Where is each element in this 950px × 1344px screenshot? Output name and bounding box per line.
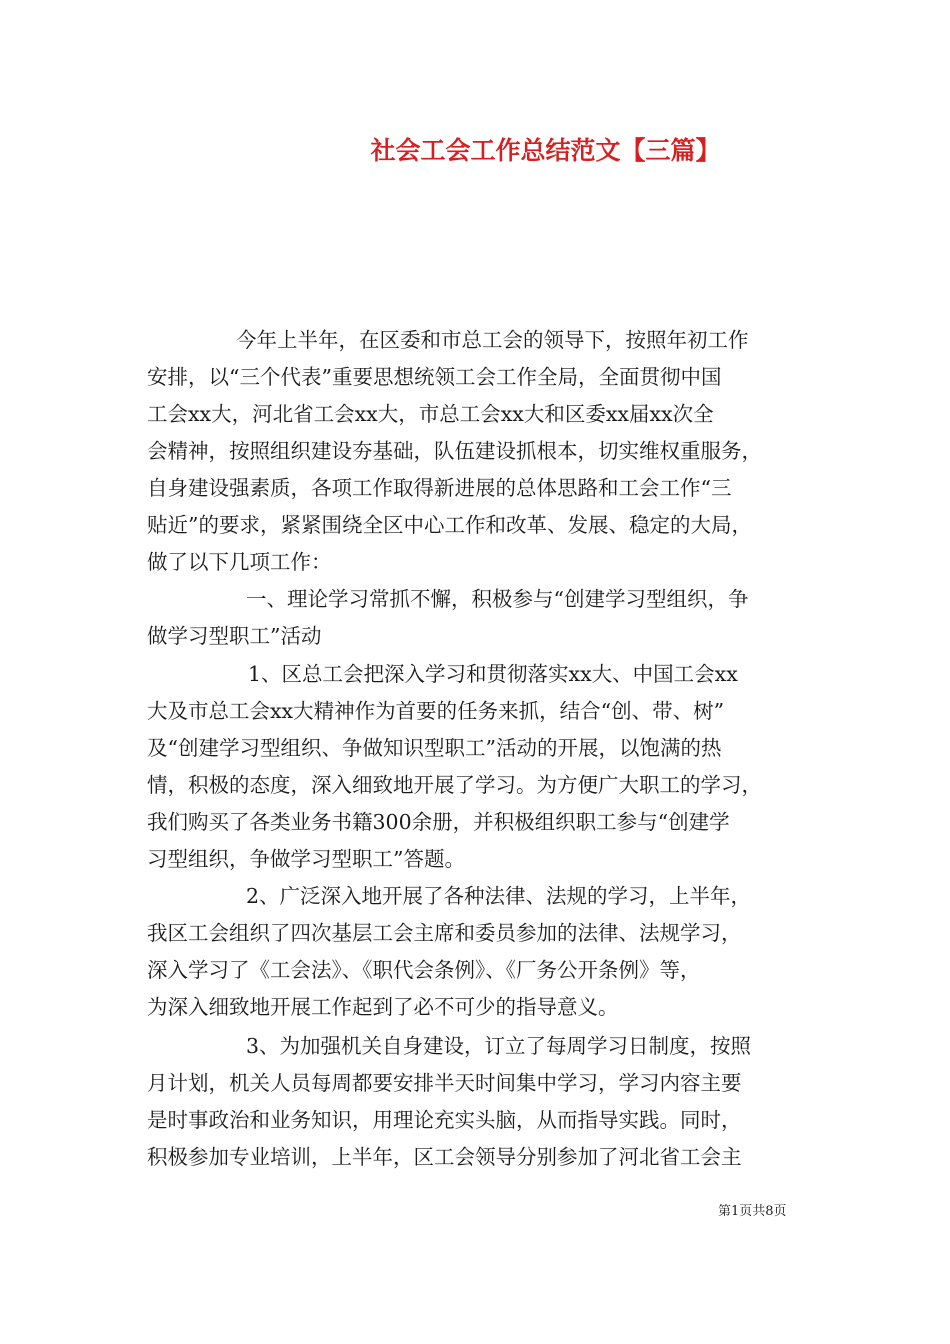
- paragraph-line: 及“创建学习型组织、争做知识型职工”活动的开展，以饱满的热: [147, 736, 722, 760]
- paragraph-line: 自身建设强素质，各项工作取得新进展的总体思路和工会工作“三: [147, 476, 732, 500]
- paragraph-line: 3、为加强机关自身建设，订立了每周学习日制度，按照: [246, 1034, 752, 1058]
- paragraph-line: 月计划，机关人员每周都要安排半天时间集中学习，学习内容主要: [147, 1071, 742, 1095]
- paragraph-line: 1、区总工会把深入学习和贯彻落实xx大、中国工会xx: [248, 662, 738, 686]
- paragraph-line: 今年上半年，在区委和市总工会的领导下，按照年初工作: [236, 328, 749, 352]
- section-heading-line: 一、理论学习常抓不懈，积极参与“创建学习型组织，争: [246, 587, 749, 611]
- paragraph-line: 积极参加专业培训，上半年，区工会领导分别参加了河北省工会主: [147, 1145, 742, 1169]
- page-number: 第1页共8页: [718, 1204, 787, 1219]
- paragraph-line: 会精神，按照组织建设夯基础，队伍建设抓根本，切实维权重服务，: [147, 439, 762, 463]
- paragraph-line: 情，积极的态度，深入细致地开展了学习。为方便广大职工的学习，: [147, 773, 762, 797]
- section-heading-line: 做学习型职工”活动: [147, 624, 322, 648]
- paragraph-line: 是时事政治和业务知识，用理论充实头脑，从而指导实践。同时，: [147, 1108, 742, 1132]
- paragraph-line: 我区工会组织了四次基层工会主席和委员参加的法律、法规学习，: [147, 921, 742, 945]
- paragraph-line: 做了以下几项工作：: [147, 550, 332, 574]
- paragraph-line: 习型组织，争做学习型职工”答题。: [147, 847, 465, 871]
- paragraph-line: 我们购买了各类业务书籍300余册，并积极组织职工参与“创建学: [147, 810, 730, 834]
- paragraph-line: 2、广泛深入地开展了各种法律、法规的学习，上半年，: [246, 884, 752, 908]
- paragraph-line: 大及市总工会xx大精神作为首要的任务来抓，结合“创、带、树”: [147, 699, 725, 723]
- paragraph-line: 深入学习了《工会法》、《职代会条例》、《厂务公开条例》等，: [147, 958, 701, 982]
- paragraph-line: 贴近”的要求，紧紧围绕全区中心工作和改革、发展、稳定的大局，: [147, 513, 752, 537]
- paragraph-line: 安排，以“三个代表”重要思想统领工会工作全局，全面贯彻中国: [147, 365, 722, 389]
- paragraph-line: 为深入细致地开展工作起到了必不可少的指导意义。: [147, 995, 619, 1019]
- paragraph-line: 工会xx大，河北省工会xx大，市总工会xx大和区委xx届xx次全: [147, 402, 714, 426]
- page-title: 社会工会工作总结范文【三篇】: [370, 136, 721, 165]
